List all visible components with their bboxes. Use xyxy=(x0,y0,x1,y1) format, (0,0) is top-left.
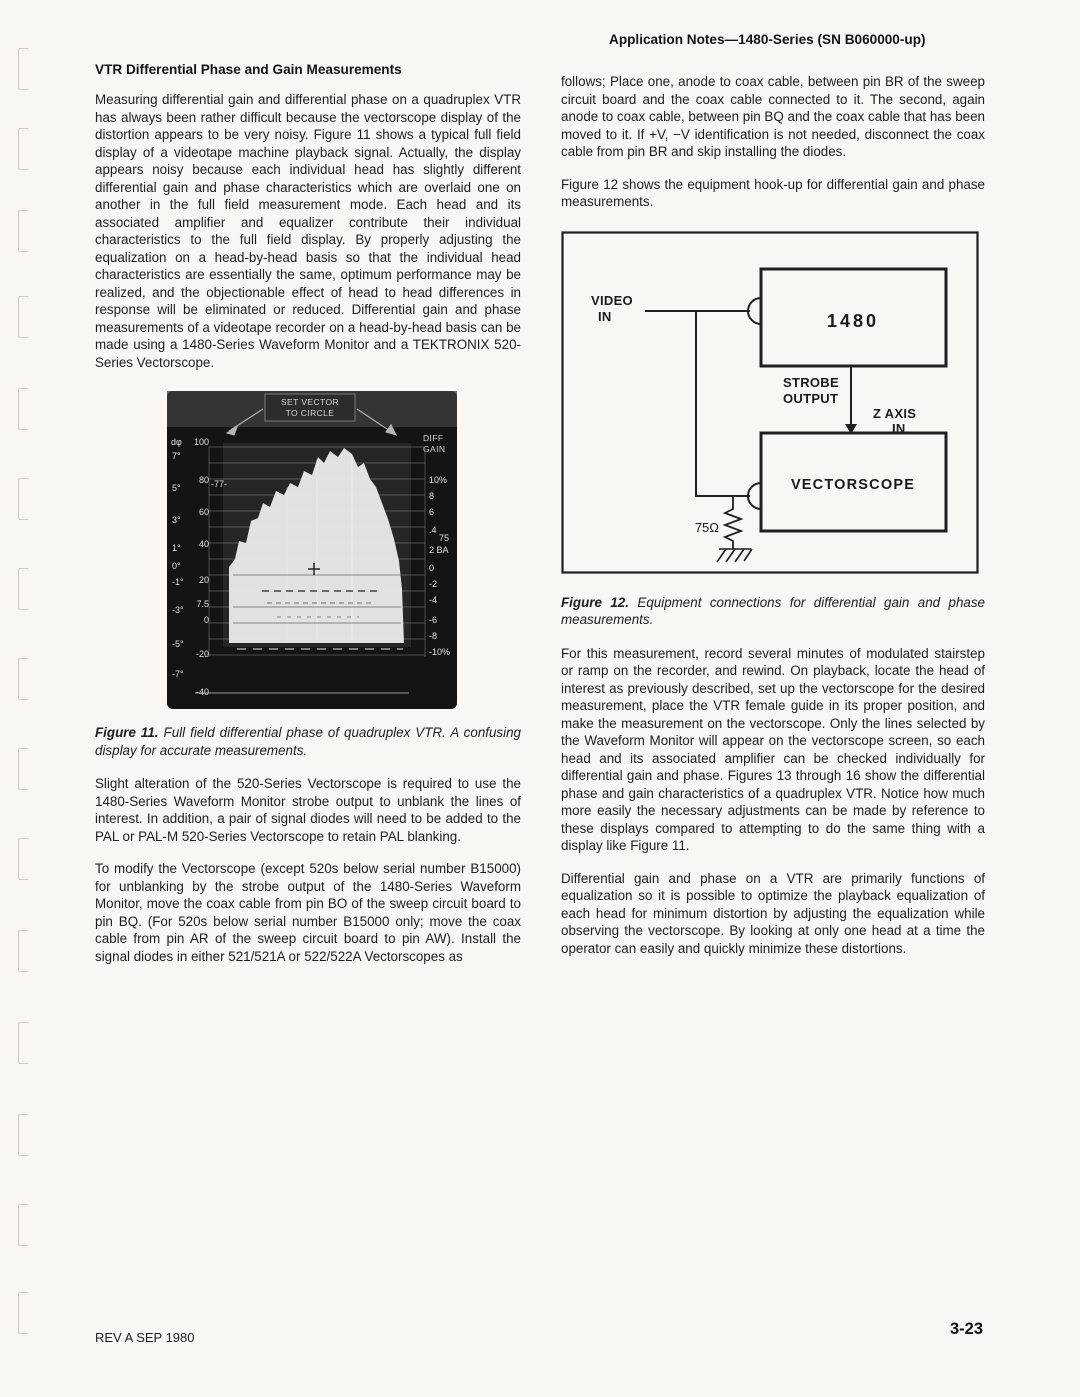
scan-artifact xyxy=(18,1292,29,1334)
svg-text:0: 0 xyxy=(429,563,435,573)
z-axis-in-label: Z AXIS xyxy=(873,405,917,421)
terminator-resistor xyxy=(725,496,741,549)
figure-border xyxy=(563,232,978,572)
svg-text:3°: 3° xyxy=(172,515,181,525)
diff-gain-label: GAIN xyxy=(423,444,446,454)
trace-annotation: -77- xyxy=(211,479,228,489)
svg-text:.4: .4 xyxy=(429,525,437,535)
svg-text:-3°: -3° xyxy=(172,605,184,615)
svg-text:-7°: -7° xyxy=(172,669,184,679)
video-signal-wire xyxy=(645,298,761,509)
svg-text:-10%: -10% xyxy=(429,647,451,657)
scan-artifact xyxy=(18,1204,29,1246)
scan-artifact xyxy=(18,128,29,170)
diff-gain-label: DIFF xyxy=(423,433,444,443)
scan-artifact xyxy=(18,1022,29,1064)
svg-text:-2: -2 xyxy=(429,579,438,589)
svg-text:1°: 1° xyxy=(172,543,181,553)
svg-text:dφ: dφ xyxy=(171,437,182,447)
svg-text:7°: 7° xyxy=(172,451,181,461)
section-heading: VTR Differential Phase and Gain Measurements xyxy=(95,62,402,77)
figure-12 xyxy=(561,231,985,629)
terminator-label: 75Ω xyxy=(694,519,719,535)
figure-11-caption-text: Full field differential phase of quadruplex VTR. A confusing display for accurate measurements. xyxy=(95,725,522,758)
fig11-scope-photo xyxy=(167,391,457,709)
left-column xyxy=(95,62,521,980)
waveform-monitor-label: 1480 xyxy=(826,310,880,331)
scan-artifact xyxy=(18,388,29,430)
svg-text:100: 100 xyxy=(193,437,209,447)
svg-text:-4: -4 xyxy=(429,595,438,605)
body-paragraph: follows; Place one, anode to coax cable, between pin BR of the sweep circuit board and the coax cable connected to it. The second, again anode to coax cable, between pin BQ and the coax cable that has been moved to it. If +V, −V identification is not needed, disconnect the coax cable from pin BR and skip installing the diodes. xyxy=(561,74,985,159)
svg-text:-40: -40 xyxy=(195,687,209,697)
page-header-title: Application Notes—1480-Series (SN B060000-up) xyxy=(609,32,926,47)
svg-text:80: 80 xyxy=(198,475,209,485)
svg-text:6: 6 xyxy=(429,507,435,517)
figure-11-caption xyxy=(95,724,521,759)
body-paragraph: Measuring differential gain and differential phase on a quadruplex VTR has always been rather difficult because the vectorscope display of the distortion appears to be very noisy. Figure 11 shows a typical full field display of a videotape machine playback signal. Actually, the display appears noisy because each individual head has slightly different differential gain and phase characteristics which are overlaid one on another in the full field measurement mode. Each head and its associated amplifier and equalizer contribute their individual characteristics to the full field display. By properly adjusting the equalization on a head-by-head basis so that the individual head characteristics are essentially the same, optimum performance may be realized, and the objectionable effect of head to head differences in response will be eliminated or reduced. Differential gain and phase measurements of a videotape recorder on a head-by-head basis can be made using a 1480-Series Waveform Monitor and a TEKTRONIX 520-Series Vectorscope. xyxy=(95,92,521,370)
body-paragraph: To modify the Vectorscope (except 520s below serial number B15000) for unblanking by the strobe output of the 1480-Series Waveform Monitor, move the coax cable from pin BO of the sweep circuit board to pin BQ. (For 520s below serial number B15000 only; move the coax cable from pin AR of the sweep circuit board to pin AW). Install the signal diodes in either 521/521A or 522/522A Vectorscopes as xyxy=(95,861,521,964)
svg-text:0°: 0° xyxy=(172,561,181,571)
scan-artifact xyxy=(18,210,29,252)
scan-artifact xyxy=(18,568,29,610)
svg-text:-1°: -1° xyxy=(172,577,184,587)
svg-text:60: 60 xyxy=(198,507,209,517)
scan-artifact xyxy=(18,296,29,338)
scan-artifact xyxy=(18,930,29,972)
revision-note: REV A SEP 1980 xyxy=(95,1330,195,1345)
scan-artifact xyxy=(18,748,29,790)
fig12-diagram xyxy=(561,231,979,574)
svg-text:-6: -6 xyxy=(429,615,438,625)
svg-text:7.5: 7.5 xyxy=(196,599,209,609)
strobe-output-label: STROBE xyxy=(783,374,839,390)
strobe-output-label: OUTPUT xyxy=(783,390,839,406)
scan-artifact xyxy=(18,48,29,90)
page-number: 3-23 xyxy=(949,1320,983,1338)
scope-top-label: TO CIRCLE xyxy=(285,408,335,418)
body-paragraph: Figure 12 shows the equipment hook-up for differential gain and phase measurements. xyxy=(561,176,985,209)
video-in-label: VIDEO xyxy=(591,292,633,308)
body-paragraph: Slight alteration of the 520-Series Vectorscope is required to use the 1480-Series Waveform Monitor strobe output to unblank the lines of interest. In addition, a pair of signal diodes will need to be added to the PAL or PAL-M 520-Series Vectorscope to retain PAL blanking. xyxy=(95,776,521,844)
svg-text:75: 75 xyxy=(439,533,450,543)
scan-artifact xyxy=(18,1114,29,1156)
scope-top-label: SET VECTOR xyxy=(280,397,340,407)
svg-text:8: 8 xyxy=(429,491,435,501)
svg-text:-5°: -5° xyxy=(172,639,184,649)
scan-artifact xyxy=(18,658,29,700)
figure-12-caption xyxy=(561,594,985,629)
body-paragraph: Differential gain and phase on a VTR are primarily functions of equalization so it is possible to optimize the playback equalization of each head for minimum distortion by adjusting the equalization while observing the vectorscope. By looking at only one head at a time the operator can easily and quickly minimize these distortions. xyxy=(561,870,985,956)
svg-text:0: 0 xyxy=(203,615,209,625)
scan-artifact xyxy=(18,838,29,880)
svg-text:40: 40 xyxy=(198,539,209,549)
z-axis-in-label: IN xyxy=(892,420,906,436)
svg-text:20: 20 xyxy=(198,575,209,585)
body-paragraph: For this measurement, record several minutes of modulated stairstep or ramp on the recorder, and rewind. On playback, locate the head of interest as previously described, set up the vectorscope for the desired measurement, place the VTR female guide in its proper position, and make the measurement on the vectorscope. Only the lines selected by the Waveform Monitor will appear on the vectorscope screen, so each head and its associated amplifier can be checked individually for differential gain and phase. Figures 13 through 16 show the differential phase and gain characteristics of a quadruplex VTR. Notice how much more easily the necessary adjustments can be made by reference to these displays compared to attempting to do the same thing with a display like Figure 11. xyxy=(561,645,985,853)
right-column xyxy=(561,32,985,972)
svg-text:2 BA: 2 BA xyxy=(429,545,449,555)
svg-text:10%: 10% xyxy=(429,475,448,485)
figure-12-caption-text: Equipment connections for differential gain and phase measurements. xyxy=(561,594,985,627)
svg-text:-8: -8 xyxy=(429,631,438,641)
vectorscope-label: VECTORSCOPE xyxy=(790,476,916,493)
figure-11 xyxy=(95,391,521,759)
ground-icon xyxy=(717,549,752,562)
video-in-label: IN xyxy=(598,308,612,324)
svg-text:-20: -20 xyxy=(195,649,209,659)
figure-12-caption-label: Figure 12. xyxy=(561,594,629,610)
svg-text:5°: 5° xyxy=(172,483,181,493)
scan-artifact xyxy=(18,478,29,520)
figure-11-caption-label: Figure 11. xyxy=(95,725,159,740)
